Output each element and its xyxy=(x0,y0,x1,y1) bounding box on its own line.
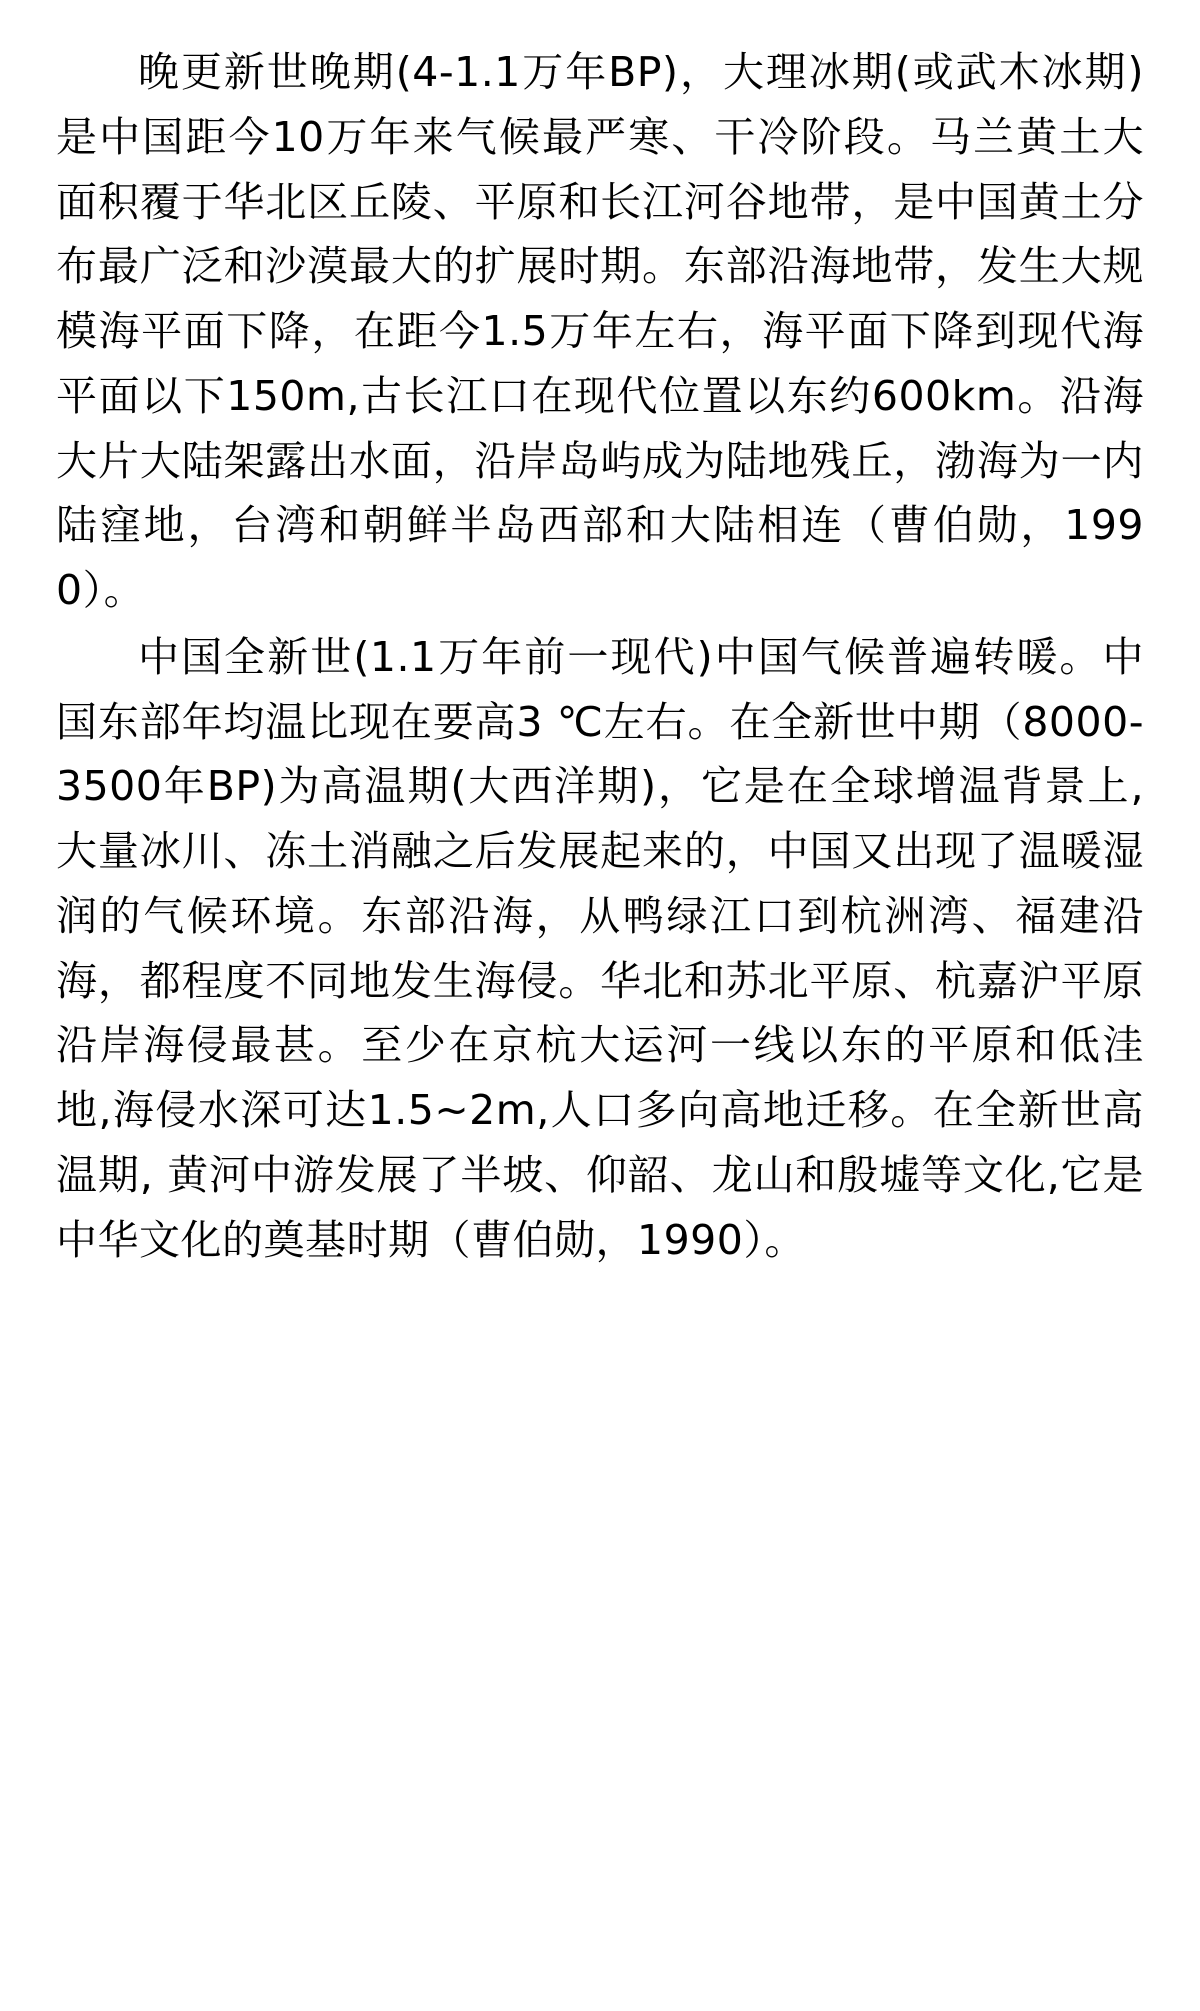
paragraph-late-pleistocene: 晚更新世晚期(4-1.1万年BP)，大理冰期(或武木冰期)是中国距今10万年来气候最严寒、干冷阶段。马兰黄土大面积覆于华北区丘陵、平原和长江河谷地带，是中国黄土分布最广泛和沙漠最大的扩展时期。东部沿海地带，发生大规模海平面下降，在距今1.5万年左右，海平面下降到现代海平面以下150m,古长江口在现代位置以东约600km。沿海大片大陆架露出水面，沿岸岛屿成为陆地残丘，渤海为一内陆窪地，台湾和朝鲜半岛西部和大陆相连（曹伯勋，1990）。 xyxy=(56,48,1144,615)
paragraph-holocene: 中国全新世(1.1万年前一现代)中国气候普遍转暖。中国东部年均温比现在要高3 ℃左右。在全新世中期（8000-3500年BP)为高温期(大西洋期)，它是在全球增温背景上,大量冰川、冻土消融之后发展起来的，中国又出现了温暖湿润的气候环境。东部沿海，从鸭绿江口到杭洲湾、福建沿海，都程度不同地发生海侵。华北和苏北平原、杭嘉沪平原沿岸海侵最甚。至少在京杭大运河一线以东的平原和低洼地,海侵水深可达1.5~2m,人口多向高地迁移。在全新世高温期, 黄河中游发展了半坡、仰韶、龙山和殷墟等文化,它是中华文化的奠基时期（曹伯勋，1990）。 xyxy=(56,632,1144,1264)
